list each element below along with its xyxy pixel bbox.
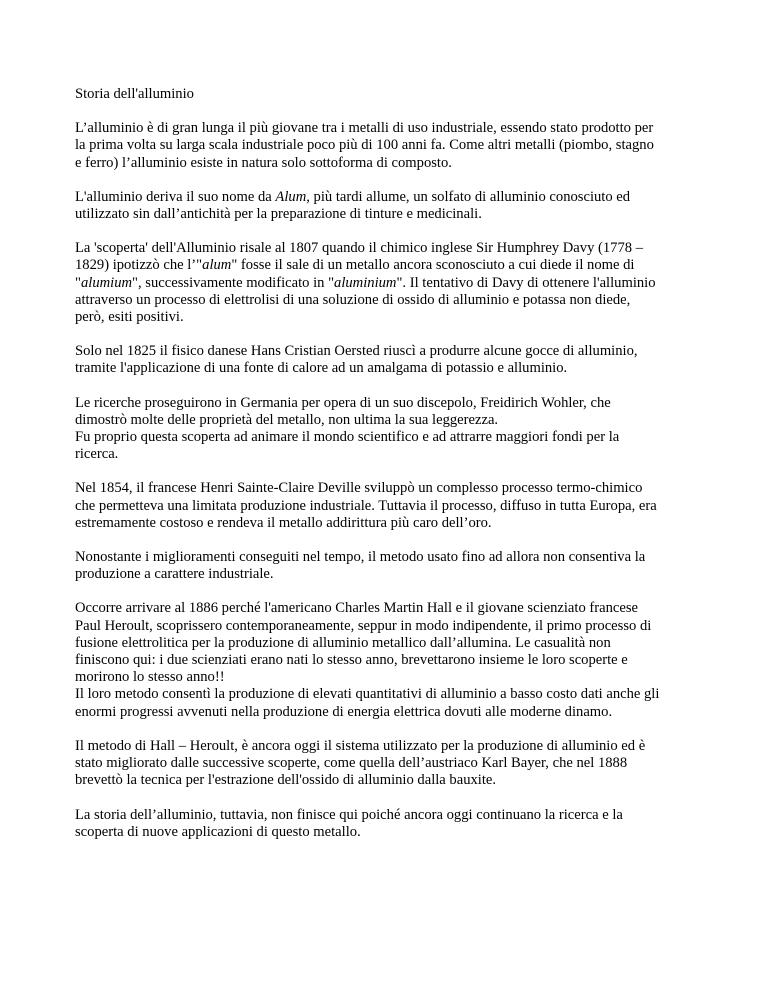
text-line: produzione a carattere industriale. — [75, 566, 274, 583]
text-line: ricerca. — [75, 446, 119, 463]
paragraph-bayer — [75, 738, 695, 790]
paragraph-wohler — [75, 395, 695, 464]
text-span: ", successivamente modificato in " — [132, 274, 335, 291]
paragraph-davy-discovery — [75, 240, 695, 326]
text-line: attraverso un processo di elettrolisi di una soluzione di ossido di alluminio e potassa non diede, — [75, 291, 631, 308]
paragraph-name-origin — [75, 189, 695, 223]
text-line — [75, 189, 695, 206]
text-line: morirono lo stesso anno!! — [75, 669, 225, 686]
text-line: Occorre arrivare al 1886 perché l'americano Charles Martin Hall e il giovane scienziato francese — [75, 600, 638, 617]
text-line: brevettò la tecnica per l'estrazione dell'ossido di alluminio dalla bauxite. — [75, 772, 497, 789]
text-line: scoperta di nuove applicazioni di questo metallo. — [75, 823, 361, 840]
paragraph-improvements — [75, 549, 695, 583]
paragraph-deville — [75, 480, 695, 532]
text-line: stato migliorato dalle successive scoperte, come quella dell’austriaco Karl Bayer, che nel 1888 — [75, 755, 628, 772]
text-line: dimostrò molte delle proprietà del metallo, non ultima la sua leggerezza. — [75, 411, 499, 428]
text-line: L’alluminio è di gran lunga il più giovane tra i metalli di uso industriale, essendo stato prodotto per — [75, 120, 654, 137]
text-line: Nonostante i miglioramenti conseguiti nel tempo, il metodo usato fino ad allora non consentiva la — [75, 549, 646, 566]
text-line: che permetteva una limitata produzione industriale. Tuttavia il processo, diffuso in tutta Europa, era — [75, 497, 657, 514]
text-line: Il metodo di Hall – Heroult, è ancora oggi il sistema utilizzato per la produzione di alluminio ed è — [75, 737, 646, 754]
text-line: utilizzato sin dall’antichità per la preparazione di tinture e medicinali. — [75, 206, 482, 223]
paragraph-oersted — [75, 343, 695, 377]
text-line: Paul Heroult, scoprissero contemporaneamente, seppur in modo indipendente, il primo processo di — [75, 617, 652, 634]
text-span: " fosse il sale di un metallo ancora sconosciuto a cui diede il nome di — [231, 257, 635, 274]
text-line: Le ricerche proseguirono in Germania per opera di un suo discepolo, Freidirich Wohler, che — [75, 394, 611, 411]
text-line: Fu proprio questa scoperta ad animare il mondo scientifico e ad attrarre maggiori fondi per la — [75, 429, 620, 446]
italic-term-alum: Alum — [275, 188, 307, 205]
text-span: 1829) ipotizzò che l’" — [75, 257, 203, 274]
text-line: Il loro metodo consentì la produzione di elevati quantitativi di alluminio a basso costo dati anche gli — [75, 686, 660, 703]
text-line: estremamente costoso e rendeva il metallo addirittura più caro dell’oro. — [75, 514, 492, 531]
italic-term-alum: alum — [202, 257, 232, 274]
paragraph-conclusion — [75, 807, 695, 841]
text-line — [75, 257, 695, 274]
text-line: finiscono qui: i due scienziati erano nati lo stesso anno, brevettarono insieme le loro scoperte e — [75, 652, 628, 669]
text-span: , più tardi allume, un solfato di alluminio conosciuto ed — [306, 188, 631, 205]
paragraph-introduction — [75, 120, 695, 172]
paragraph-hall-heroult — [75, 600, 695, 720]
document-page — [75, 86, 695, 858]
text-line: Solo nel 1825 il fisico danese Hans Cristian Oersted riuscì a produrre alcune gocce di alluminio, — [75, 343, 638, 360]
italic-term-aluminium: aluminium — [334, 274, 397, 291]
text-line: tramite l'applicazione di una fonte di calore ad un amalgama di potassio e alluminio. — [75, 360, 568, 377]
text-line: La storia dell’alluminio, tuttavia, non finisce qui poiché ancora oggi continuano la ricerca e la — [75, 806, 623, 823]
text-span: ". Il tentativo di Davy di ottenere l'alluminio — [396, 274, 656, 291]
text-line: La 'scoperta' dell'Alluminio risale al 1807 quando il chimico inglese Sir Humphrey Davy (1778 – — [75, 240, 644, 257]
text-line: Nel 1854, il francese Henri Sainte-Claire Deville sviluppò un complesso processo termo-chimico — [75, 480, 643, 497]
text-span: L'alluminio deriva il suo nome da — [75, 188, 276, 205]
text-line: enormi progressi avvenuti nella produzione di energia elettrica dovuti alle moderne dinamo. — [75, 703, 613, 720]
text-span: " — [75, 274, 81, 291]
text-line: però, esiti positivi. — [75, 309, 184, 326]
text-line: fusione elettrolitica per la produzione di alluminio metallico dall’allumina. Le casualità non — [75, 634, 611, 651]
text-line: e ferro) l’alluminio esiste in natura solo sottoforma di composto. — [75, 154, 452, 171]
document-title: Storia dell'alluminio — [75, 86, 194, 102]
italic-term-alumium: alumium — [80, 274, 133, 291]
text-line: la prima volta su larga scala industriale poco più di 100 anni fa. Come altri metalli (piombo, stagno — [75, 137, 654, 154]
text-line — [75, 275, 695, 292]
